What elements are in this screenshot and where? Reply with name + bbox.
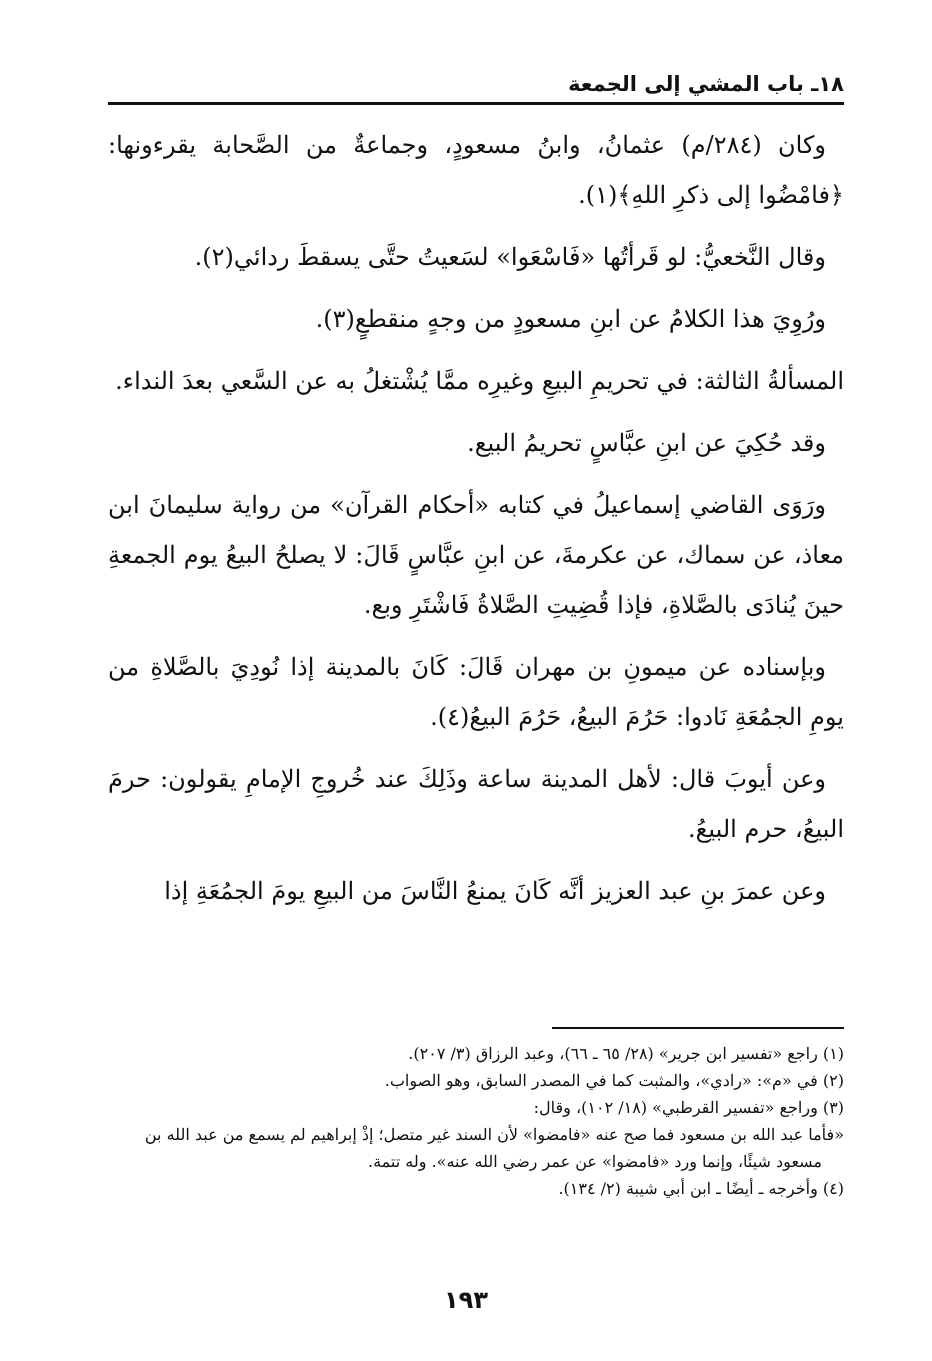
footnote: (٤) وأخرجه ـ أيضًا ـ ابن أبي شيبة (٢/ ١٣٤). (558, 1179, 844, 1198)
footnote: (١) راجع «تفسير ابن جرير» (٢٨/ ٦٥ ـ ٦٦)، وعبد الرزاق (٣/ ٢٠٧). (408, 1044, 844, 1063)
running-header (108, 70, 844, 102)
paragraph: وبإسناده عن ميمونِ بن مهران قَالَ: كَانَ بالمدينة إذا نُودِيَ بالصَّلاةِ من يومِ الجمُعَةِ نَادوا: حَرُمَ البيعُ، حَرُمَ البيعُ(٤). (108, 653, 844, 731)
paragraph: ورُوِيَ هذا الكلامُ عن ابنِ مسعودٍ من وجهٍ منقطعٍ(٣). (315, 305, 826, 333)
paragraph: وكان (٢٨٤/م) عثمانُ، وابنُ مسعودٍ، وجماعةٌ من الصَّحابة يقرءونها: ﴿فامْضُوا إلى ذكرِ اللهِ﴾(١). (108, 131, 844, 209)
page-number: ١٩٣ (444, 1286, 488, 1314)
paragraph: وعن أيوبَ قال: لأهل المدينة ساعة وذَلِكَ عند خُروجِ الإمامِ يقولون: حرمَ البيعُ، حرم البيعُ. (108, 765, 844, 843)
paragraph: المسألةُ الثالثة: في تحريمِ البيعِ وغيرِه ممَّا يُشْتغلُ به عن السَّعي بعدَ النداء. (115, 367, 844, 395)
paragraph: وعن عمرَ بنِ عبد العزيز أنَّه كَانَ يمنعُ النَّاسَ من البيعِ يومَ الجمُعَةِ إذا (164, 877, 826, 905)
paragraph: وقال النَّخعيُّ: لو قَرأتُها «فَاسْعَوا» لسَعيتُ حتَّى يسقطَ ردائي(٢). (194, 243, 826, 271)
footnote: (٢) في «م»: «رادي»، والمثبت كما في المصدر السابق، وهو الصواب. (384, 1071, 844, 1090)
chapter-title: ١٨ـ باب المشي إلى الجمعة (568, 72, 844, 96)
header-divider (108, 102, 844, 105)
footnotes (108, 1040, 844, 1202)
paragraph: ورَوَى القاضي إسماعيلُ في كتابه «أحكام القرآن» من رواية سليمانَ ابن معاذ، عن سماك، عن عكرمةَ، عن ابنِ عبَّاسٍ قَالَ: لا يصلحُ البيعُ يوم الجمعةِ حينَ يُنادَى بالصَّلاةِ، فإذا قُضِيتِ الصَّلاةُ فَاشْتَرِ وبع. (108, 491, 844, 619)
footnote-divider (552, 1027, 844, 1029)
footnote-quotation: «فأما عبد الله بن مسعود فما صح عنه «فامضوا» لأن السند غير متصل؛ إذْ إبراهيم لم يسمع من عبد الله بن مسعود شيئًا، وإنما ورد «فامضوا» عن عمر رضي الله عنه». وله تتمة. (144, 1125, 844, 1171)
footnote: (٣) وراجع «تفسير القرطبي» (١٨/ ١٠٢)، وقال: (533, 1098, 844, 1117)
main-text (108, 120, 844, 928)
paragraph: وقد حُكِيَ عن ابنِ عبَّاسٍ تحريمُ البيع. (467, 429, 826, 457)
